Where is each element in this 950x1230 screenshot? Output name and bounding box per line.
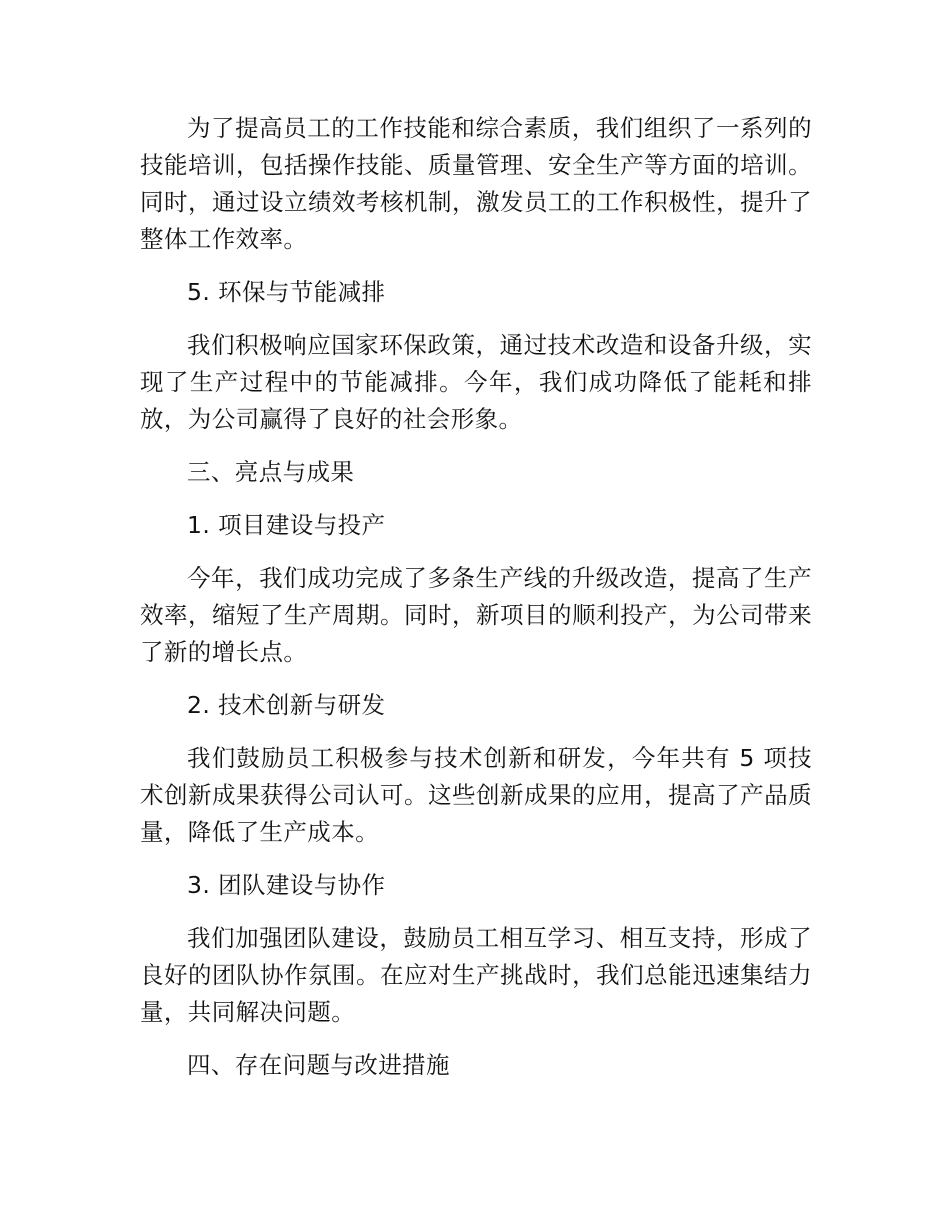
paragraph-tech-innovation: 我们鼓励员工积极参与技术创新和研发，今年共有 5 项技术创新成果获得公司认可。这些创新成果的应用，提高了产品质量，降低了生产成本。 bbox=[140, 744, 812, 846]
heading-project-construction: 1. 项目建设与投产 bbox=[187, 511, 386, 539]
paragraph-team-building: 我们加强团队建设，鼓励员工相互学习、相互支持，形成了良好的团队协作氛围。在应对生产挑战时，我们总能迅速集结力量，共同解决问题。 bbox=[140, 924, 812, 1026]
heading-environment: 5. 环保与节能减排 bbox=[187, 278, 386, 306]
paragraph-project-construction: 今年，我们成功完成了多条生产线的升级改造，提高了生产效率，缩短了生产周期。同时，新项目的顺利投产，为公司带来了新的增长点。 bbox=[140, 564, 812, 666]
heading-problems-improvements: 四、存在问题与改进措施 bbox=[187, 1051, 450, 1079]
heading-tech-innovation: 2. 技术创新与研发 bbox=[187, 691, 386, 719]
heading-team-building: 3. 团队建设与协作 bbox=[187, 871, 386, 899]
heading-highlights: 三、亮点与成果 bbox=[187, 458, 355, 486]
paragraph-training: 为了提高员工的工作技能和综合素质，我们组织了一系列的技能培训，包括操作技能、质量管理、安全生产等方面的培训。同时，通过设立绩效考核机制，激发员工的工作积极性，提升了整体工作效率。 bbox=[140, 114, 812, 253]
paragraph-environment: 我们积极响应国家环保政策，通过技术改造和设备升级，实现了生产过程中的节能减排。今年，我们成功降低了能耗和排放，为公司赢得了良好的社会形象。 bbox=[140, 331, 812, 433]
document-body bbox=[140, 110, 812, 1100]
